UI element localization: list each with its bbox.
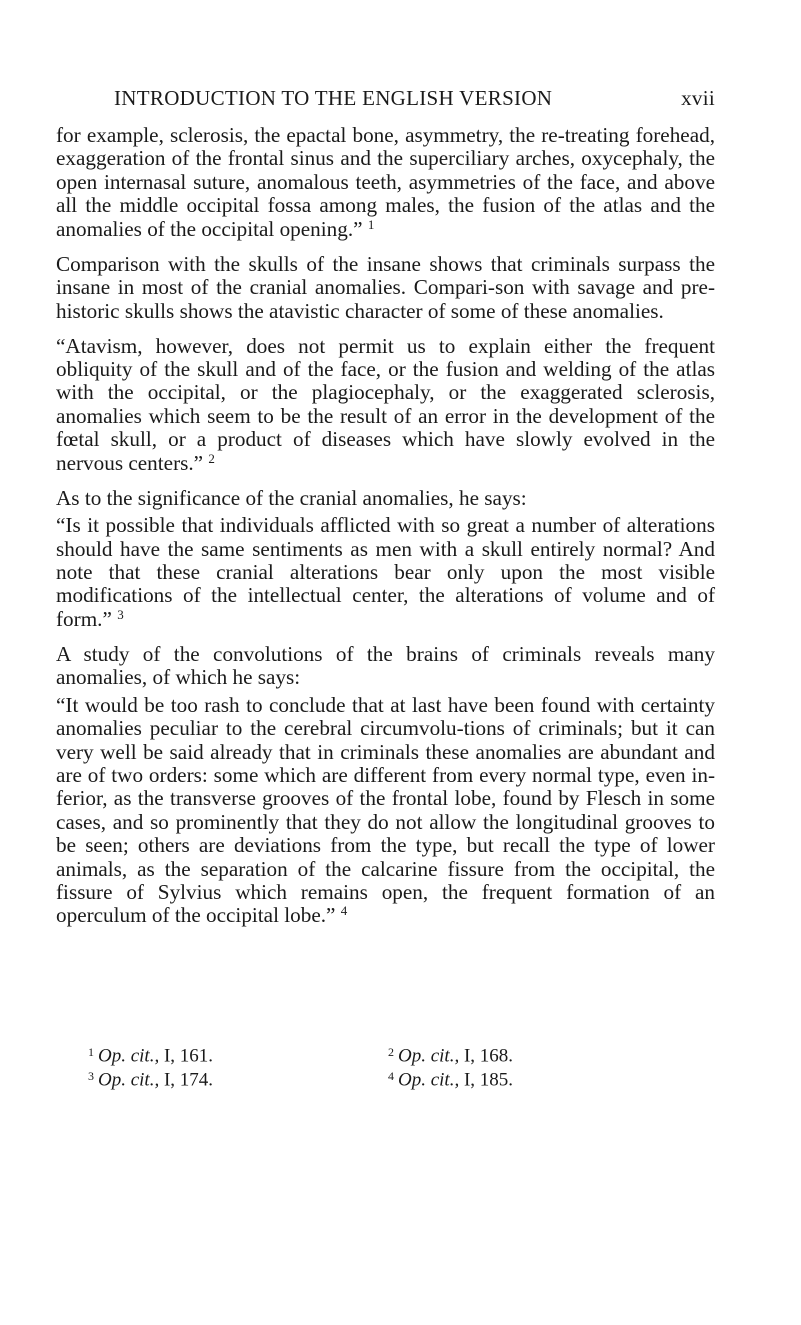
running-head-title: INTRODUCTION TO THE ENGLISH VERSION — [114, 86, 553, 110]
footnote-work: Op. cit., — [398, 1045, 460, 1067]
footnotes — [88, 1042, 688, 1091]
footnote-ref-text: I, 161. — [163, 1045, 214, 1067]
body-text — [56, 124, 715, 928]
footnote-work: Op. cit., — [98, 1045, 160, 1067]
footnote-row — [88, 1042, 688, 1066]
footnote-work: Op. cit., — [98, 1069, 160, 1091]
footnote-row — [88, 1066, 688, 1090]
paragraph — [56, 124, 715, 241]
footnote — [88, 1066, 388, 1090]
paragraph — [56, 694, 715, 928]
footnote-ref: 2 — [208, 450, 215, 466]
footnote-mark: 2 — [388, 1045, 394, 1059]
paragraph — [56, 335, 715, 475]
paragraph-text: A study of the convolutions of the brains of criminals reveals many anomalies, of which he says: — [56, 641, 715, 690]
footnote-mark: 4 — [388, 1069, 394, 1084]
paragraph-text: “Is it possible that individuals afflicted with so great a number of alterations should have the same sentiments as men with a skull entirely normal? And note that these cranial alterations bear only upon the most visible modifications of the intellectual center, the alterations of volume and of form.” — [56, 513, 715, 631]
footnote-ref: 3 — [117, 606, 124, 622]
footnote — [388, 1042, 688, 1066]
paragraph — [56, 643, 715, 690]
paragraph-text: “Atavism, however, does not permit us to explain either the frequent obliquity of the skull and of the face, or the fusion and welding of the atlas with the occipital, or the plagiocephaly, or the exaggerated sclerosis, anomalies which seem to be the result of an error in the development of the fœtal skull, or a product of diseases which have slowly evolved in the nervous centers.” — [56, 333, 715, 475]
footnote-ref-text: I, 174. — [163, 1069, 214, 1091]
running-head — [114, 86, 714, 111]
paragraph-text: As to the significance of the cranial anomalies, he says: — [56, 485, 527, 510]
footnote — [88, 1042, 388, 1066]
footnote-ref: 1 — [367, 216, 375, 232]
paragraph-text: “It would be too rash to conclude that at last have been found with certainty anomalies peculiar to the cerebral circumvolu-tions of criminals; but it can very well be said already that in criminals these anomalies are abundant and are of two orders: some which are different from every normal type, even in-ferior, as the transverse grooves of the frontal lobe, found by Flesch in some cases, and so prominently that they do not allow the longitudinal grooves to be seen; others are deviations from the type, but recall the type of lower animals, as the separation of the calcarine fissure from the occipital, the fissure of Sylvius which remains open, the frequent formation of an operculum of the occipital lobe.” — [56, 692, 715, 928]
page-number: xvii — [681, 86, 715, 110]
paragraph — [56, 514, 715, 631]
paragraph — [56, 253, 715, 323]
footnote — [388, 1066, 688, 1090]
footnote-mark: 1 — [88, 1045, 94, 1059]
footnote-ref: 4 — [340, 903, 348, 919]
footnote-ref-text: I, 185. — [463, 1069, 514, 1091]
footnote-ref-text: I, 168. — [463, 1045, 514, 1067]
paragraph — [56, 487, 715, 510]
paragraph-text: Comparison with the skulls of the insane shows that criminals surpass the insane in most of the cranial anomalies. Compari-son with savage and pre-historic skulls shows the atavistic character of some of these anomalies. — [56, 251, 715, 323]
footnote-work: Op. cit., — [398, 1069, 460, 1091]
paragraph-text: for example, sclerosis, the epactal bone, asymmetry, the re-treating forehead, exaggeration of the frontal sinus and the superciliary arches, oxycephaly, the open internasal suture, anomalous teeth, asymmetries of the face, and above all the middle occipital fossa among males, the fusion of the atlas and the anomalies of the occipital opening.” — [56, 123, 715, 241]
footnote-mark: 3 — [88, 1069, 94, 1084]
